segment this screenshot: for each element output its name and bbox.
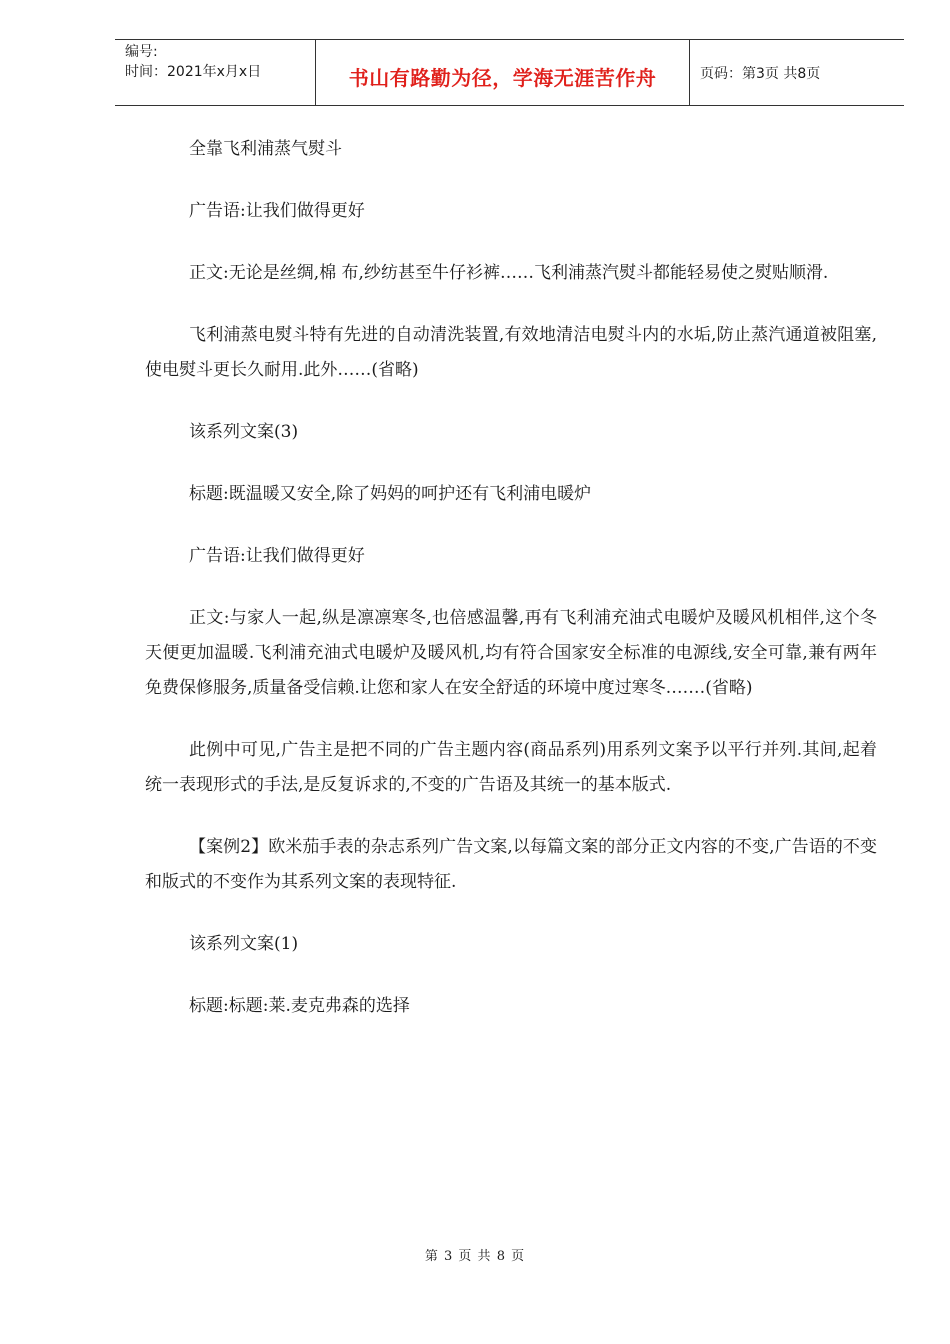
page-footer: 第 3 页 共 8 页 [424, 1249, 526, 1264]
paragraph: 正文:与家人一起,纵是凛凛寒冬,也倍感温馨,再有飞利浦充油式电暖炉及暖风机相伴,这个冬天便更加温暖.飞利浦充油式电暖炉及暖风机,均有符合国家安全标准的电源线,安全可靠,兼有两年免费保修服务,质量备受信赖.让您和家人在安全舒适的环境中度过寒冬.……(省略) [145, 608, 877, 698]
document-number-label: 编号: [125, 44, 158, 60]
document-time-label: 时间：2021年x月x日 [125, 64, 262, 80]
paragraph: 广告语:让我们做得更好 [189, 201, 365, 221]
header-motto-cell [316, 40, 690, 105]
paragraph: 该系列文案(1) [189, 934, 299, 954]
paragraph: 标题:标题:莱.麦克弗森的选择 [189, 996, 410, 1016]
paragraph: 广告语:让我们做得更好 [189, 546, 365, 566]
header-meta-cell [115, 40, 316, 105]
paragraph: 飞利浦蒸电熨斗特有先进的自动清洗装置,有效地清洁电熨斗内的水垢,防止蒸汽通道被阻塞,使电熨斗更长久耐用.此外……(省略) [145, 325, 877, 380]
page-header [115, 39, 904, 106]
header-page-cell [690, 40, 904, 105]
paragraph: 此例中可见,广告主是把不同的广告主题内容(商品系列)用系列文案予以平行并列.其间,起着统一表现形式的手法,是反复诉求的,不变的广告语及其统一的基本版式. [145, 740, 877, 795]
header-motto: 书山有路勤为径，学海无涯苦作舟 [348, 66, 657, 90]
paragraph: 标题:既温暖又安全,除了妈妈的呵护还有飞利浦电暖炉 [189, 484, 592, 504]
paragraph: 正文:无论是丝绸,棉 布,纱纺甚至牛仔衫裤……飞利浦蒸汽熨斗都能轻易使之熨贴顺滑. [189, 263, 829, 283]
paragraph: 【案例2】欧米茄手表的杂志系列广告文案,以每篇文案的部分正文内容的不变,广告语的不变和版式的不变作为其系列文案的表现特征. [145, 837, 877, 892]
document-body [145, 132, 877, 1051]
paragraph: 该系列文案(3) [189, 422, 299, 442]
header-page-number: 页码：第3页 共8页 [700, 65, 821, 82]
paragraph: 全靠飞利浦蒸气熨斗 [189, 139, 342, 159]
